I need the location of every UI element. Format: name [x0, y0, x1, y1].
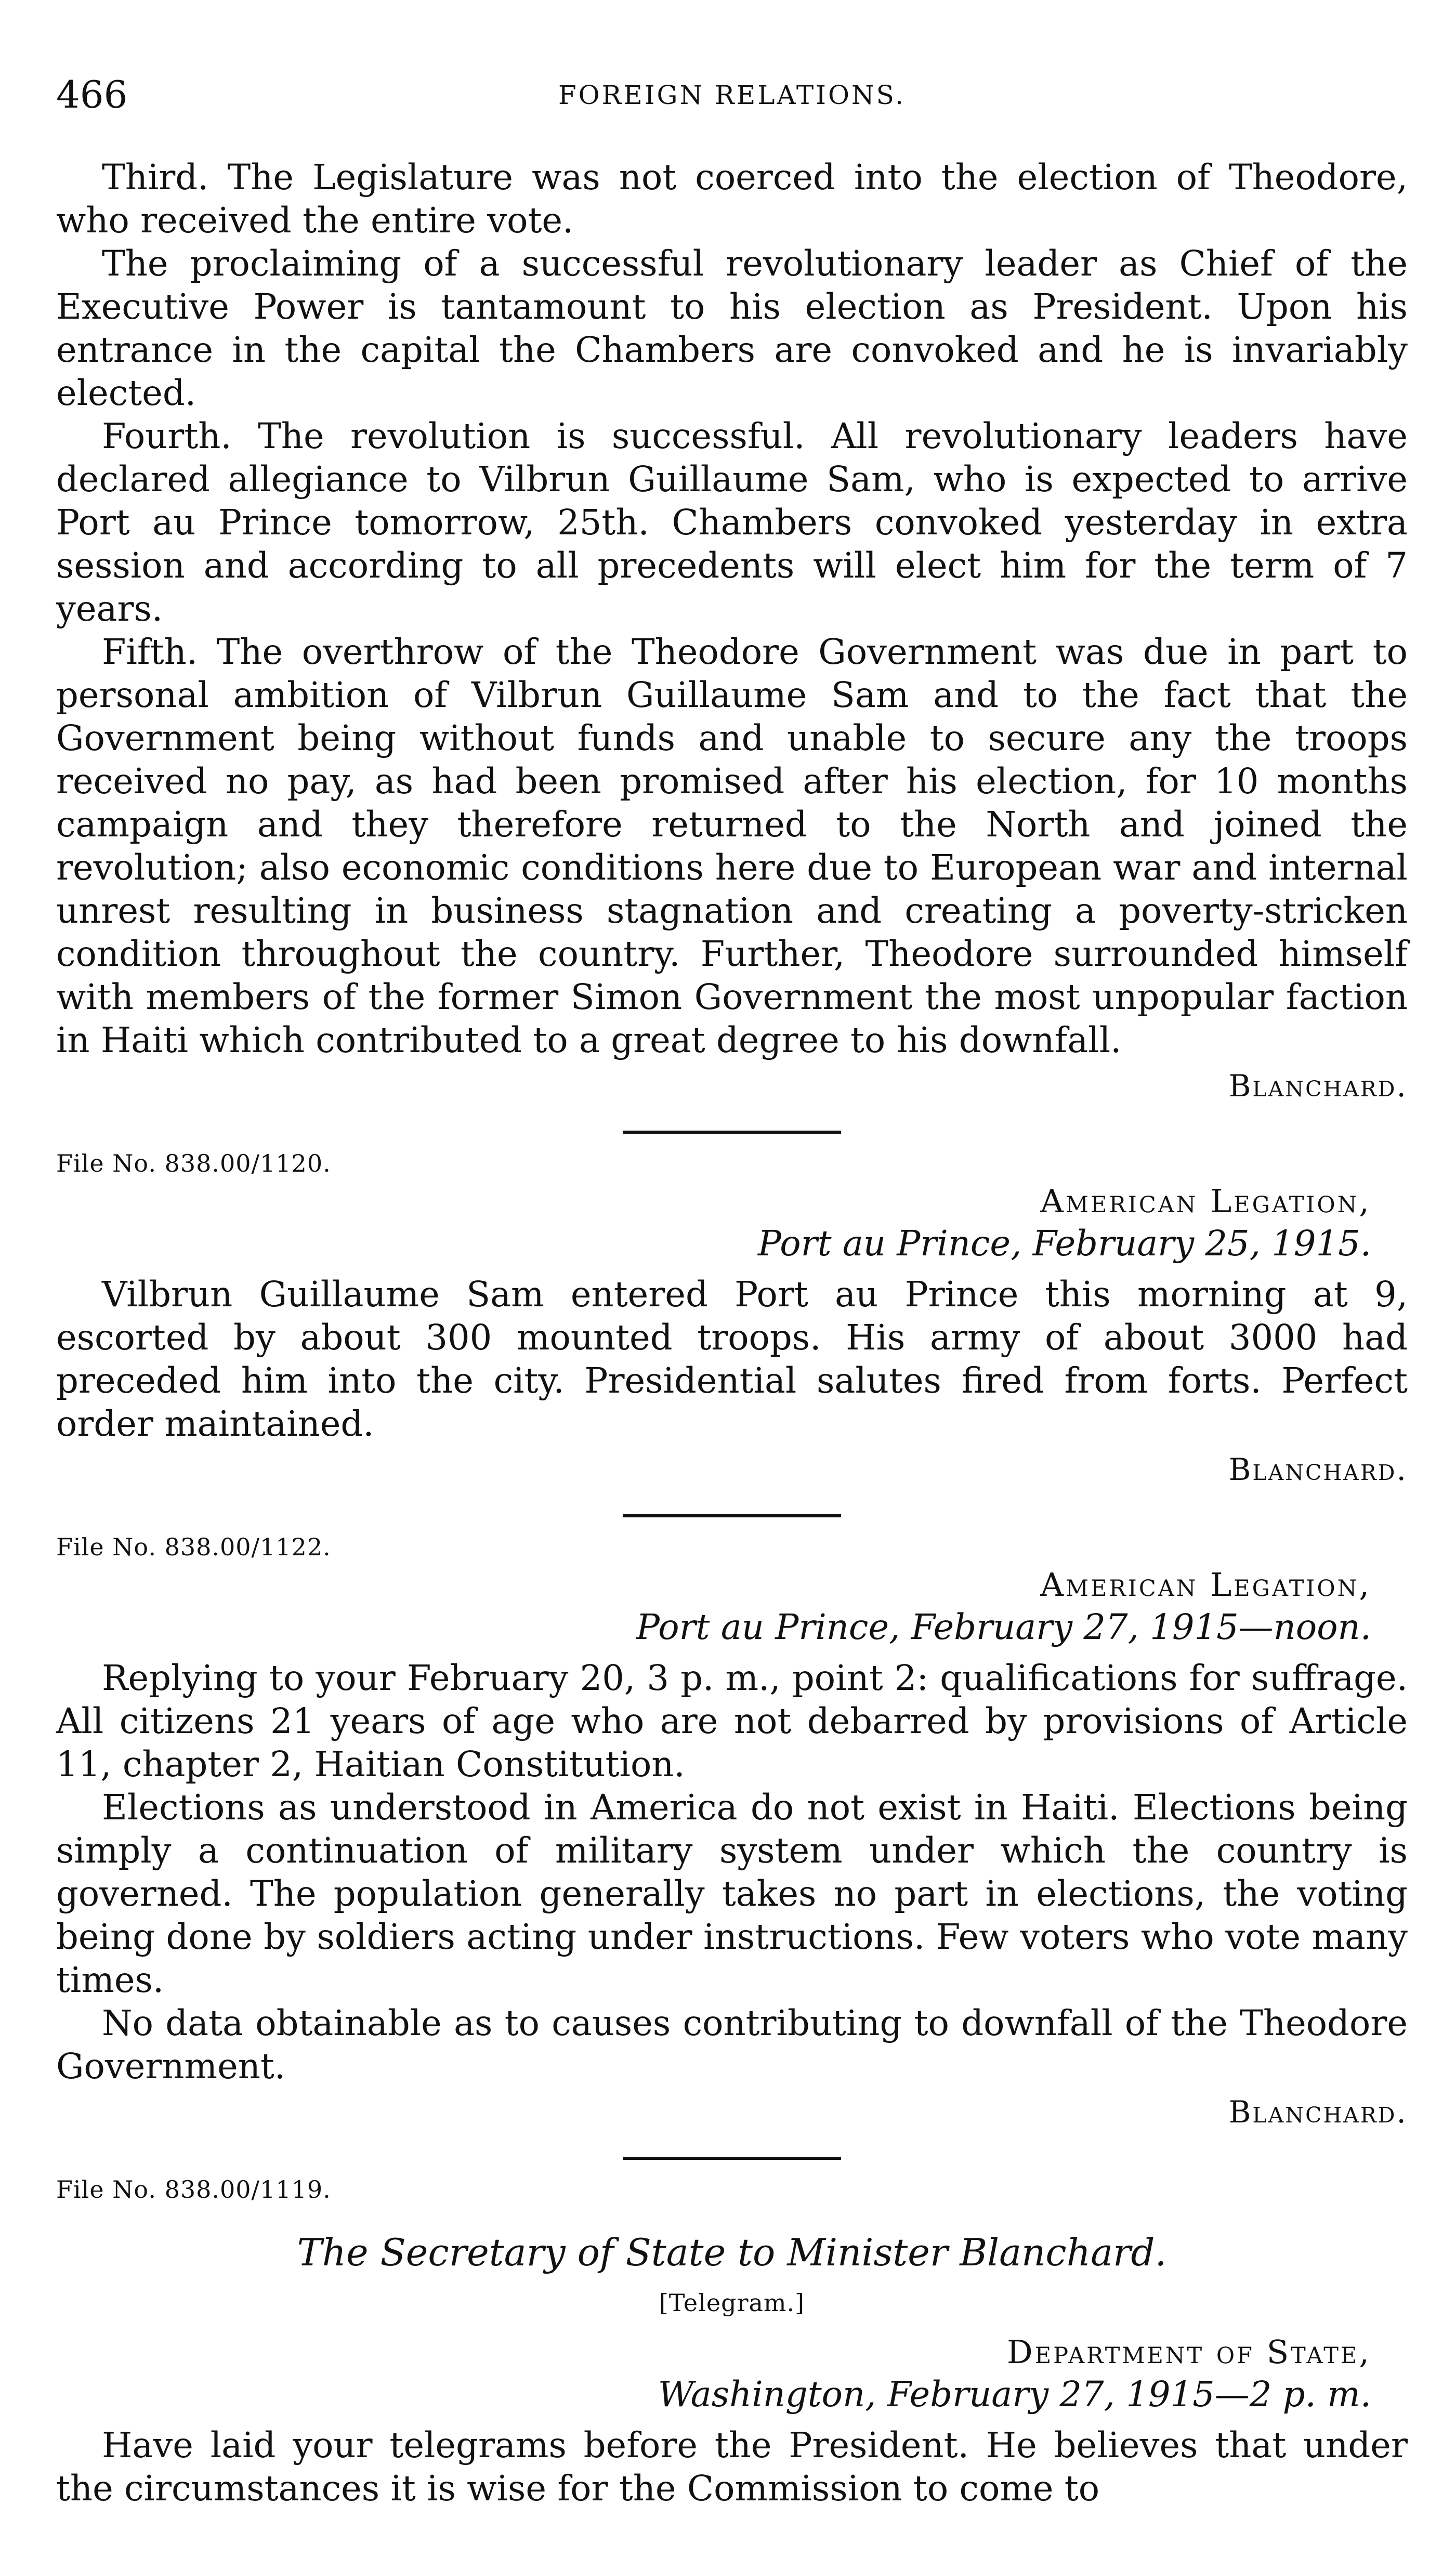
section-divider: [623, 1131, 841, 1134]
paragraph: Have laid your telegrams before the President. He believes that under the circumstances it is wise for the Commission to come to: [56, 2425, 1408, 2509]
sender: American Legation,: [1040, 1566, 1371, 1604]
section-heading: The Secretary of State to Minister Blanchard.: [297, 2231, 1167, 2274]
paragraph: No data obtainable as to causes contributing to downfall of the Theodore Government.: [56, 2003, 1408, 2087]
dateline: Washington, February 27, 1915—2 p. m.: [658, 2374, 1371, 2415]
file-number: File No. 838.00/1119.: [56, 2175, 331, 2204]
paragraph: The proclaiming of a successful revolutionary leader as Chief of the Executive Power is tantamount to his election as President. Upon his entrance in the capital the Chambers are convoked and he is invariably elected.: [56, 243, 1408, 413]
section-divider: [623, 2157, 841, 2160]
page-header: [56, 73, 1408, 130]
telegram-1122: [56, 1533, 1408, 2130]
signature: Blanchard.: [1228, 1068, 1408, 1104]
telegram-1120: [56, 1149, 1408, 1487]
signature: Blanchard.: [1228, 2094, 1408, 2130]
paragraph: Fifth. The overthrow of the Theodore Government was due in part to personal ambition of Vilbrun Guillaume Sam and to the fact that the Government being without funds and unable to secure any the troops received no pay, as had been promised after his election, for 10 months campaign and they therefore returned to the North and joined the revolution; also economic conditions here due to European war and internal unrest resulting in business stagnation and creating a poverty-stricken condition throughout the country. Further, Theodore surrounded himself with members of the former Simon Government the most unpopular faction in Haiti which contributed to a great degree to his downfall.: [56, 632, 1408, 1060]
file-number: File No. 838.00/1120.: [56, 1149, 331, 1177]
paragraph: Fourth. The revolution is successful. All revolutionary leaders have declared allegiance to Vilbrun Guillaume Sam, who is expected to arrive Port au Prince tomorrow, 25th. Chambers convoked yesterday in extra session and according to all precedents will elect him for the term of 7 years.: [56, 416, 1408, 629]
file-number: File No. 838.00/1122.: [56, 1533, 331, 1561]
section-divider: [623, 1514, 841, 1517]
telegram-note: [Telegram.]: [659, 2289, 805, 2317]
paragraph: Third. The Legislature was not coerced into the election of Theodore, who received the entire vote.: [56, 157, 1408, 241]
telegram-continuation: [56, 156, 1408, 1104]
running-head: FOREIGN RELATIONS.: [558, 80, 906, 110]
paragraph: Vilbrun Guillaume Sam entered Port au Prince this morning at 9, escorted by about 300 mounted troops. His army of about 3000 had preceded him into the city. Presidential salutes fired from forts. Perfect order maintained.: [56, 1274, 1408, 1444]
signature: Blanchard.: [1228, 1452, 1408, 1487]
dateline: Port au Prince, February 25, 1915.: [757, 1223, 1371, 1264]
telegram-1119: [56, 2175, 1408, 2510]
paragraph: Replying to your February 20, 3 p. m., point 2: qualifications for suffrage. All citizens 21 years of age who are not debarred by provisions of Article 11, chapter 2, Haitian Constitution.: [56, 1658, 1408, 1785]
paragraph: Elections as understood in America do not exist in Haiti. Elections being simply a continuation of military system under which the country is governed. The population generally takes no part in elections, the voting being done by soldiers acting under instructions. Few voters who vote many times.: [56, 1787, 1408, 2000]
dateline: Port au Prince, February 27, 1915—noon.: [636, 1607, 1371, 1647]
page-number: 466: [56, 73, 128, 116]
sender: American Legation,: [1040, 1182, 1371, 1220]
sender: Department of State,: [1007, 2333, 1371, 2371]
page-body: [56, 156, 1408, 2510]
